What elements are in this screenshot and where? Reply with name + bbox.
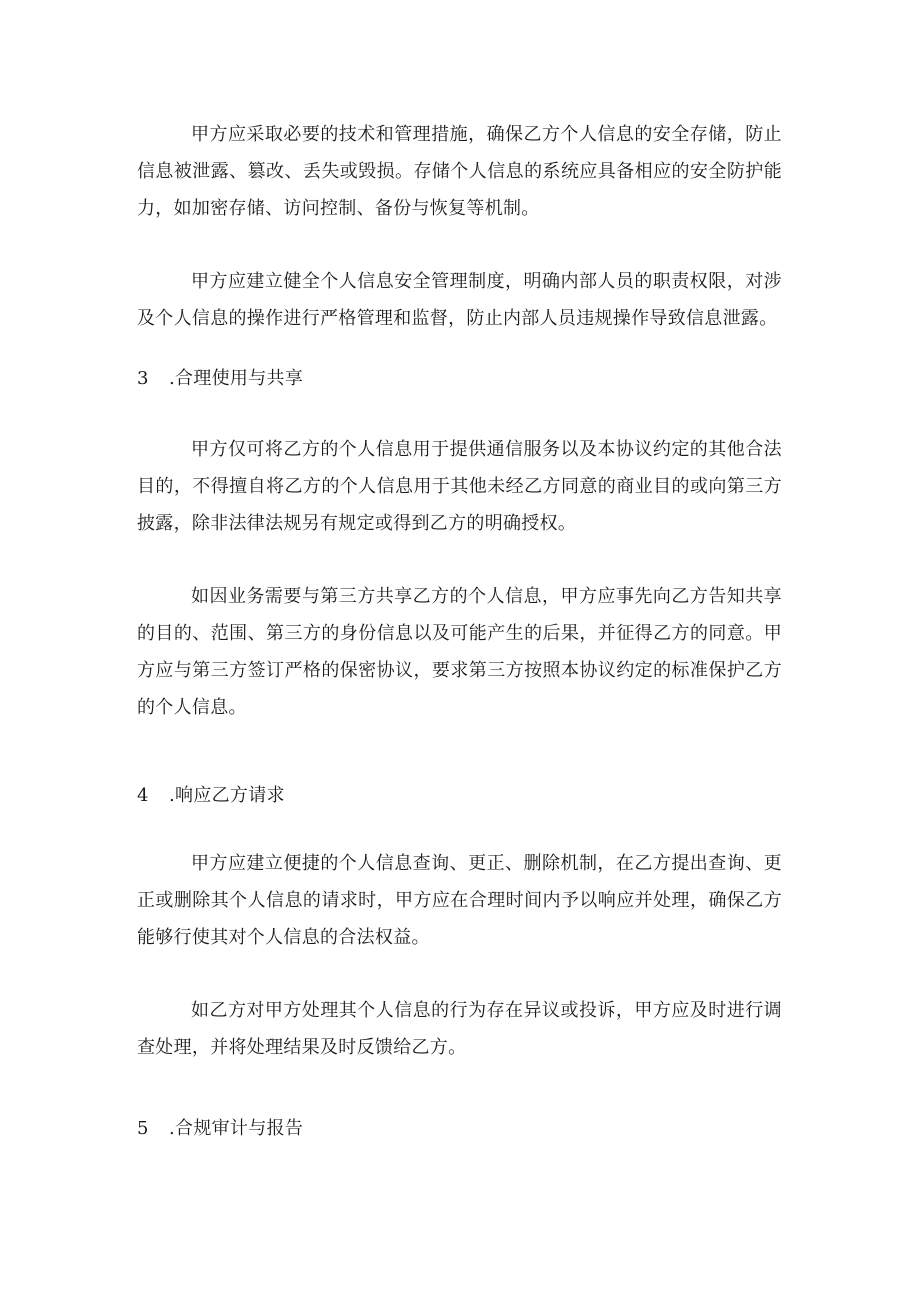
paragraph-request-mechanism: 甲方应建立便捷的个人信息查询、更正、删除机制，在乙方提出查询、更正或删除其个人信息的请求时，甲方应在合理时间内予以响应并处理，确保乙方能够行使其对个人信息的合法权益。 (137, 853, 782, 948)
section-title: .合理使用与共享 (169, 368, 304, 389)
paragraph-reasonable-use: 甲方仅可将乙方的个人信息用于提供通信服务以及本协议约定的其他合法目的，不得擅自将乙方的个人信息用于其他未经乙方同意的商业目的或向第三方披露，除非法律法规另有规定或得到乙方的明确授权。 (137, 439, 782, 534)
section-heading-5 (137, 1116, 303, 1142)
paragraph-third-party-sharing: 如因业务需要与第三方共享乙方的个人信息，甲方应事先向乙方告知共享的目的、范围、第三方的身份信息以及可能产生的后果，并征得乙方的同意。甲方应与第三方签订严格的保密协议，要求第三方按照本协议约定的标准保护乙方的个人信息。 (137, 586, 782, 718)
paragraph-complaints: 如乙方对甲方处理其个人信息的行为存在异议或投诉，甲方应及时进行调查处理，并将处理结果及时反馈给乙方。 (137, 1000, 782, 1058)
section-title: .合规审计与报告 (169, 1118, 304, 1139)
section-title: .响应乙方请求 (169, 785, 285, 806)
paragraph-security-management: 甲方应建立健全个人信息安全管理制度，明确内部人员的职责权限，对涉及个人信息的操作进行严格管理和监督，防止内部人员违规操作导致信息泄露。 (137, 271, 782, 329)
section-number: 3 (137, 368, 149, 389)
section-heading-3 (137, 366, 303, 392)
section-number: 4 (137, 785, 149, 806)
paragraph-security-storage: 甲方应采取必要的技术和管理措施，确保乙方个人信息的安全存储，防止信息被泄露、篡改、丢失或毁损。存储个人信息的系统应具备相应的安全防护能力，如加密存储、访问控制、备份与恢复等机制。 (137, 124, 782, 219)
section-number: 5 (137, 1118, 149, 1139)
section-heading-4 (137, 783, 285, 809)
